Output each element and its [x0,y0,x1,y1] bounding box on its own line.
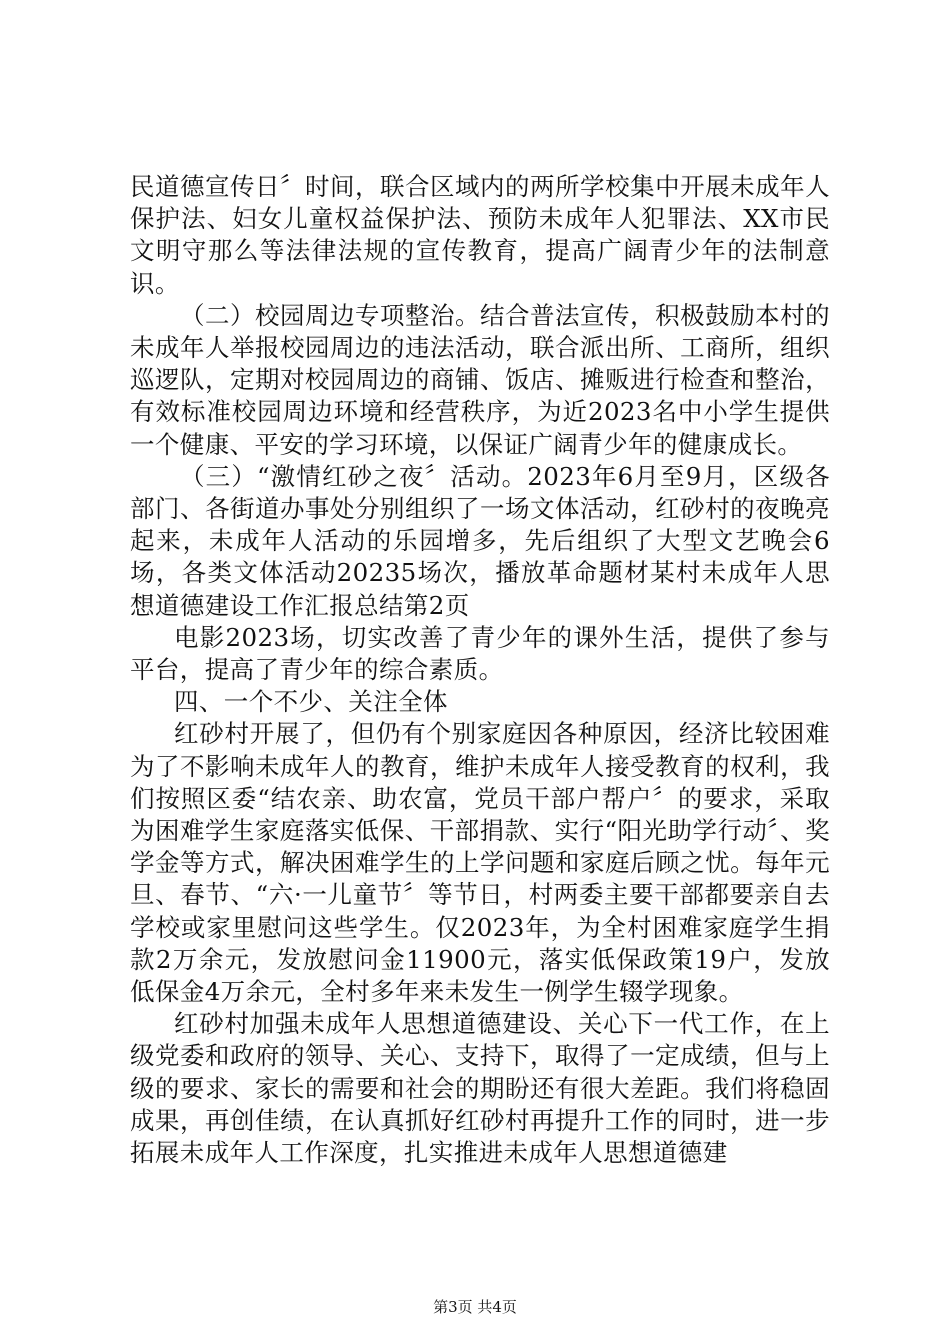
paragraph-conclusion: 红砂村加强未成年人思想道德建设、关心下一代工作，在上级党委和政府的领导、关心、支持下，取得了一定成绩，但与上级的要求、家长的需要和社会的期盼还有很大差距。我们将稳固成果，再创佳绩，在认真抓好红砂村再提升工作的同时，进一步拓展未成年人工作深度，扎实推进未成年人思想道德建 [130,1009,830,1168]
paragraph-night-activity: （三）“激情红砂之夜〞活动。2023年6月至9月，区级各部门、各街道办事处分别组织了一场文体活动，红砂村的夜晚亮起来，未成年人活动的乐园增多，先后组织了大型文艺晚会6场，各类文体活动20235场次，播放革命题材某村未成年人思想道德建设工作汇报总结第2页 [130,461,830,620]
paragraph-campus-rectification: （二）校园周边专项整治。结合普法宣传，积极鼓励本村的未成年人举报校园周边的违法活动，联合派出所、工商所，组织巡逻队，定期对校园周边的商铺、饭店、摊贩进行检查和整治，有效标准校园周边环境和经营秩序，为近2023名中小学生提供一个健康、平安的学习环境，以保证广阔青少年的健康成长。 [130,300,830,459]
page-footer: 第3页 共4页 [433,1298,517,1316]
section-heading-four: 四、一个不少、关注全体 [174,687,448,717]
document-body [130,171,830,1169]
paragraph-poverty-aid: 红砂村开展了，但仍有个别家庭因各种原因，经济比较困难为了不影响未成年人的教育，维护未成年人接受教育的权利，我们按照区委“结农亲、助农富，党员干部户帮户〞的要求，采取为困难学生家庭落实低保、干部捐款、实行“阳光助学行动〞、奖学金等方式，解决困难学生的上学问题和家庭后顾之忧。每年元旦、春节、“六·一儿童节〞等节日，村两委主要干部都要亲自去学校或家里慰问这些学生。仅2023年，为全村困难家庭学生捐款2万余元，发放慰问金11900元，落实低保政策19户，发放低保金4万余元，全村多年来未发生一例学生辍学现象。 [130,719,830,1007]
paragraph-continuation: 民道德宣传日〞时间，联合区域内的两所学校集中开展未成年人保护法、妇女儿童权益保护法、预防未成年人犯罪法、XX市民文明守那么等法律法规的宣传教育，提高广阔青少年的法制意识。 [130,172,830,298]
paragraph-film: 电影2023场，切实改善了青少年的课外生活，提供了参与平台，提高了青少年的综合素质。 [130,622,830,685]
